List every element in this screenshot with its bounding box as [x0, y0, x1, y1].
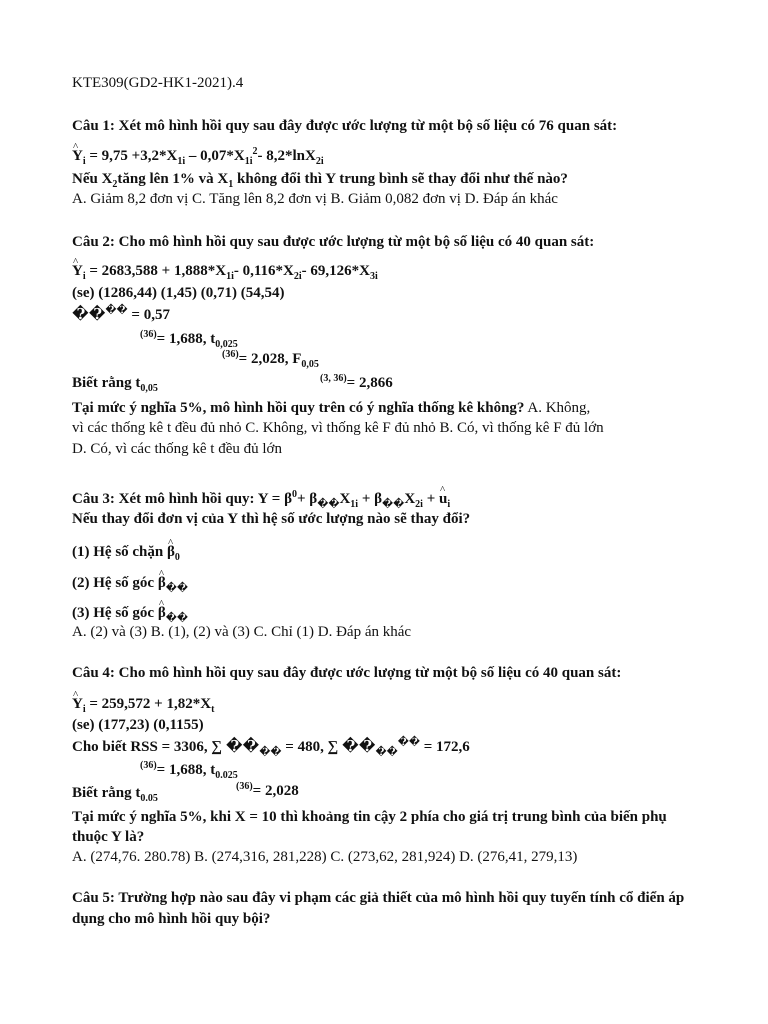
q4-question-line-1: Tại mức ý nghĩa 5%, khi X = 10 thì khoảng tin cậy 2 phía cho giá trị trung bình của biến phụ — [72, 809, 667, 825]
q4-equation: ^ $Y_i = 259,572 + 1,82*X_t$ — [72, 695, 214, 713]
q2-r-squared: ���� = 0,57 — [72, 305, 170, 323]
q3-question: Nếu thay đổi đơn vị của Y thì hệ số ước lượng nào sẽ thay đổi? — [72, 511, 471, 527]
q2-title: Câu 2: Cho mô hình hồi quy sau được ước lượng từ một bộ số liệu có 40 quan sát: — [72, 234, 595, 250]
q3-item-1: (1) Hệ số chặn ^ $\beta_0$ — [72, 543, 180, 561]
q2-equation: ^ $Y_i = 2683,588 + 1,888*X_{1i}-$ $0,116*X_{2i}-$ $69,126*X_{3i}$ — [72, 262, 378, 280]
q4-title: Câu 4: Cho mô hình hồi quy sau đây được ước lượng từ một bộ số liệu có 40 quan sát: — [72, 665, 622, 681]
q2-t-value-2: $^{(36)}$= 2,028, $F_{0,05}$ — [222, 349, 319, 370]
q5-title-line-1: Câu 5: Trường hợp nào sau đây vi phạm các giả thiết của mô hình hồi quy tuyến tính cổ điển áp — [72, 890, 685, 906]
q1-equation: ^ $Y_i = 9,75 +3,2*X_{1i} - 0,07*X_{1i}^2-$ 8,2*lnX$_{2i}$ — [72, 147, 324, 165]
q4-t-value-2: $^{(36)}$= 2,028 — [236, 781, 299, 799]
q4-standard-errors: (se) (177,23) (0,1155) — [72, 717, 204, 733]
q3-item-3: (3) Hệ số góc ^ $\beta_{��}$ — [72, 604, 188, 622]
q4-given: Cho biết RSS = 3306, ∑ $��_{��} = 480$, ∑ $��_{��}^{��} = 172,6$ — [72, 737, 470, 758]
y-hat: ^ Y — [72, 147, 83, 165]
y-hat: ^ Y — [72, 695, 83, 713]
y-hat: ^ Y — [72, 262, 83, 280]
q1-question: Nếu $X_2tăng$ lên 1% và $X_1$ không đổi thì Y trung bình sẽ thay đổi như thế nào? — [72, 171, 568, 190]
q3-options: A. (2) và (3) B. (1), (2) và (3) C. Chỉ (1) D. Đáp án khác — [72, 624, 412, 640]
q1-options: A. Giảm 8,2 đơn vị C. Tăng lên 8,2 đơn vị B. Giảm 0,082 đơn vị D. Đáp án khác — [72, 191, 558, 207]
q2-options-line-2: vì các thống kê t đều đủ nhỏ C. Không, vì thống kê F đủ nhỏ B. Có, vì thống kê F đủ lớn — [72, 420, 604, 436]
q3-item-2: (2) Hệ số góc ^ $\beta_{��}$ — [72, 574, 188, 592]
q2-f-value: $^{(3, 36)}$= 2,866 — [320, 373, 393, 391]
document-header: KTE309(GD2-HK1-2021).4 — [72, 75, 244, 91]
q2-question: Tại mức ý nghĩa 5%, mô hình hồi quy trên có ý nghĩa thống kê không? A. Không, — [72, 400, 591, 416]
q3-title: Câu 3: Xét mô hình hồi quy: $Y = \beta^0+ \beta_{��}X_{1i} + \beta_{��}X_{2i}$ + ^ $u_i$ — [72, 490, 450, 508]
q2-standard-errors: (se) (1286,44) (1,45) (0,71) (54,54) — [72, 285, 285, 301]
q4-known-t: Biết rằng $t_{0.05}$ — [72, 785, 158, 804]
q4-options: A. (274,76. 280.78) B. (274,316, 281,228) C. (273,62, 281,924) D. (276,41, 279,13) — [72, 849, 578, 865]
q2-t-value-1: $^{(36)}$= 1,688, $t_{0,025}$ — [140, 329, 238, 350]
q4-question-line-2: thuộc Y là? — [72, 829, 145, 845]
q1-title: Câu 1: Xét mô hình hồi quy sau đây được ước lượng từ một bộ số liệu có 76 quan sát: — [72, 118, 618, 134]
q5-title-line-2: dụng cho mô hình hồi quy bội? — [72, 911, 271, 927]
q4-t-value-1: $^{(36)}$= 1,688, $t_{0.025}$ — [140, 760, 238, 781]
q2-options-line-3: D. Có, vì các thống kê t đều đủ lớn — [72, 441, 282, 457]
q2-known-t: Biết rằng $t_{0,05}$ — [72, 375, 158, 394]
